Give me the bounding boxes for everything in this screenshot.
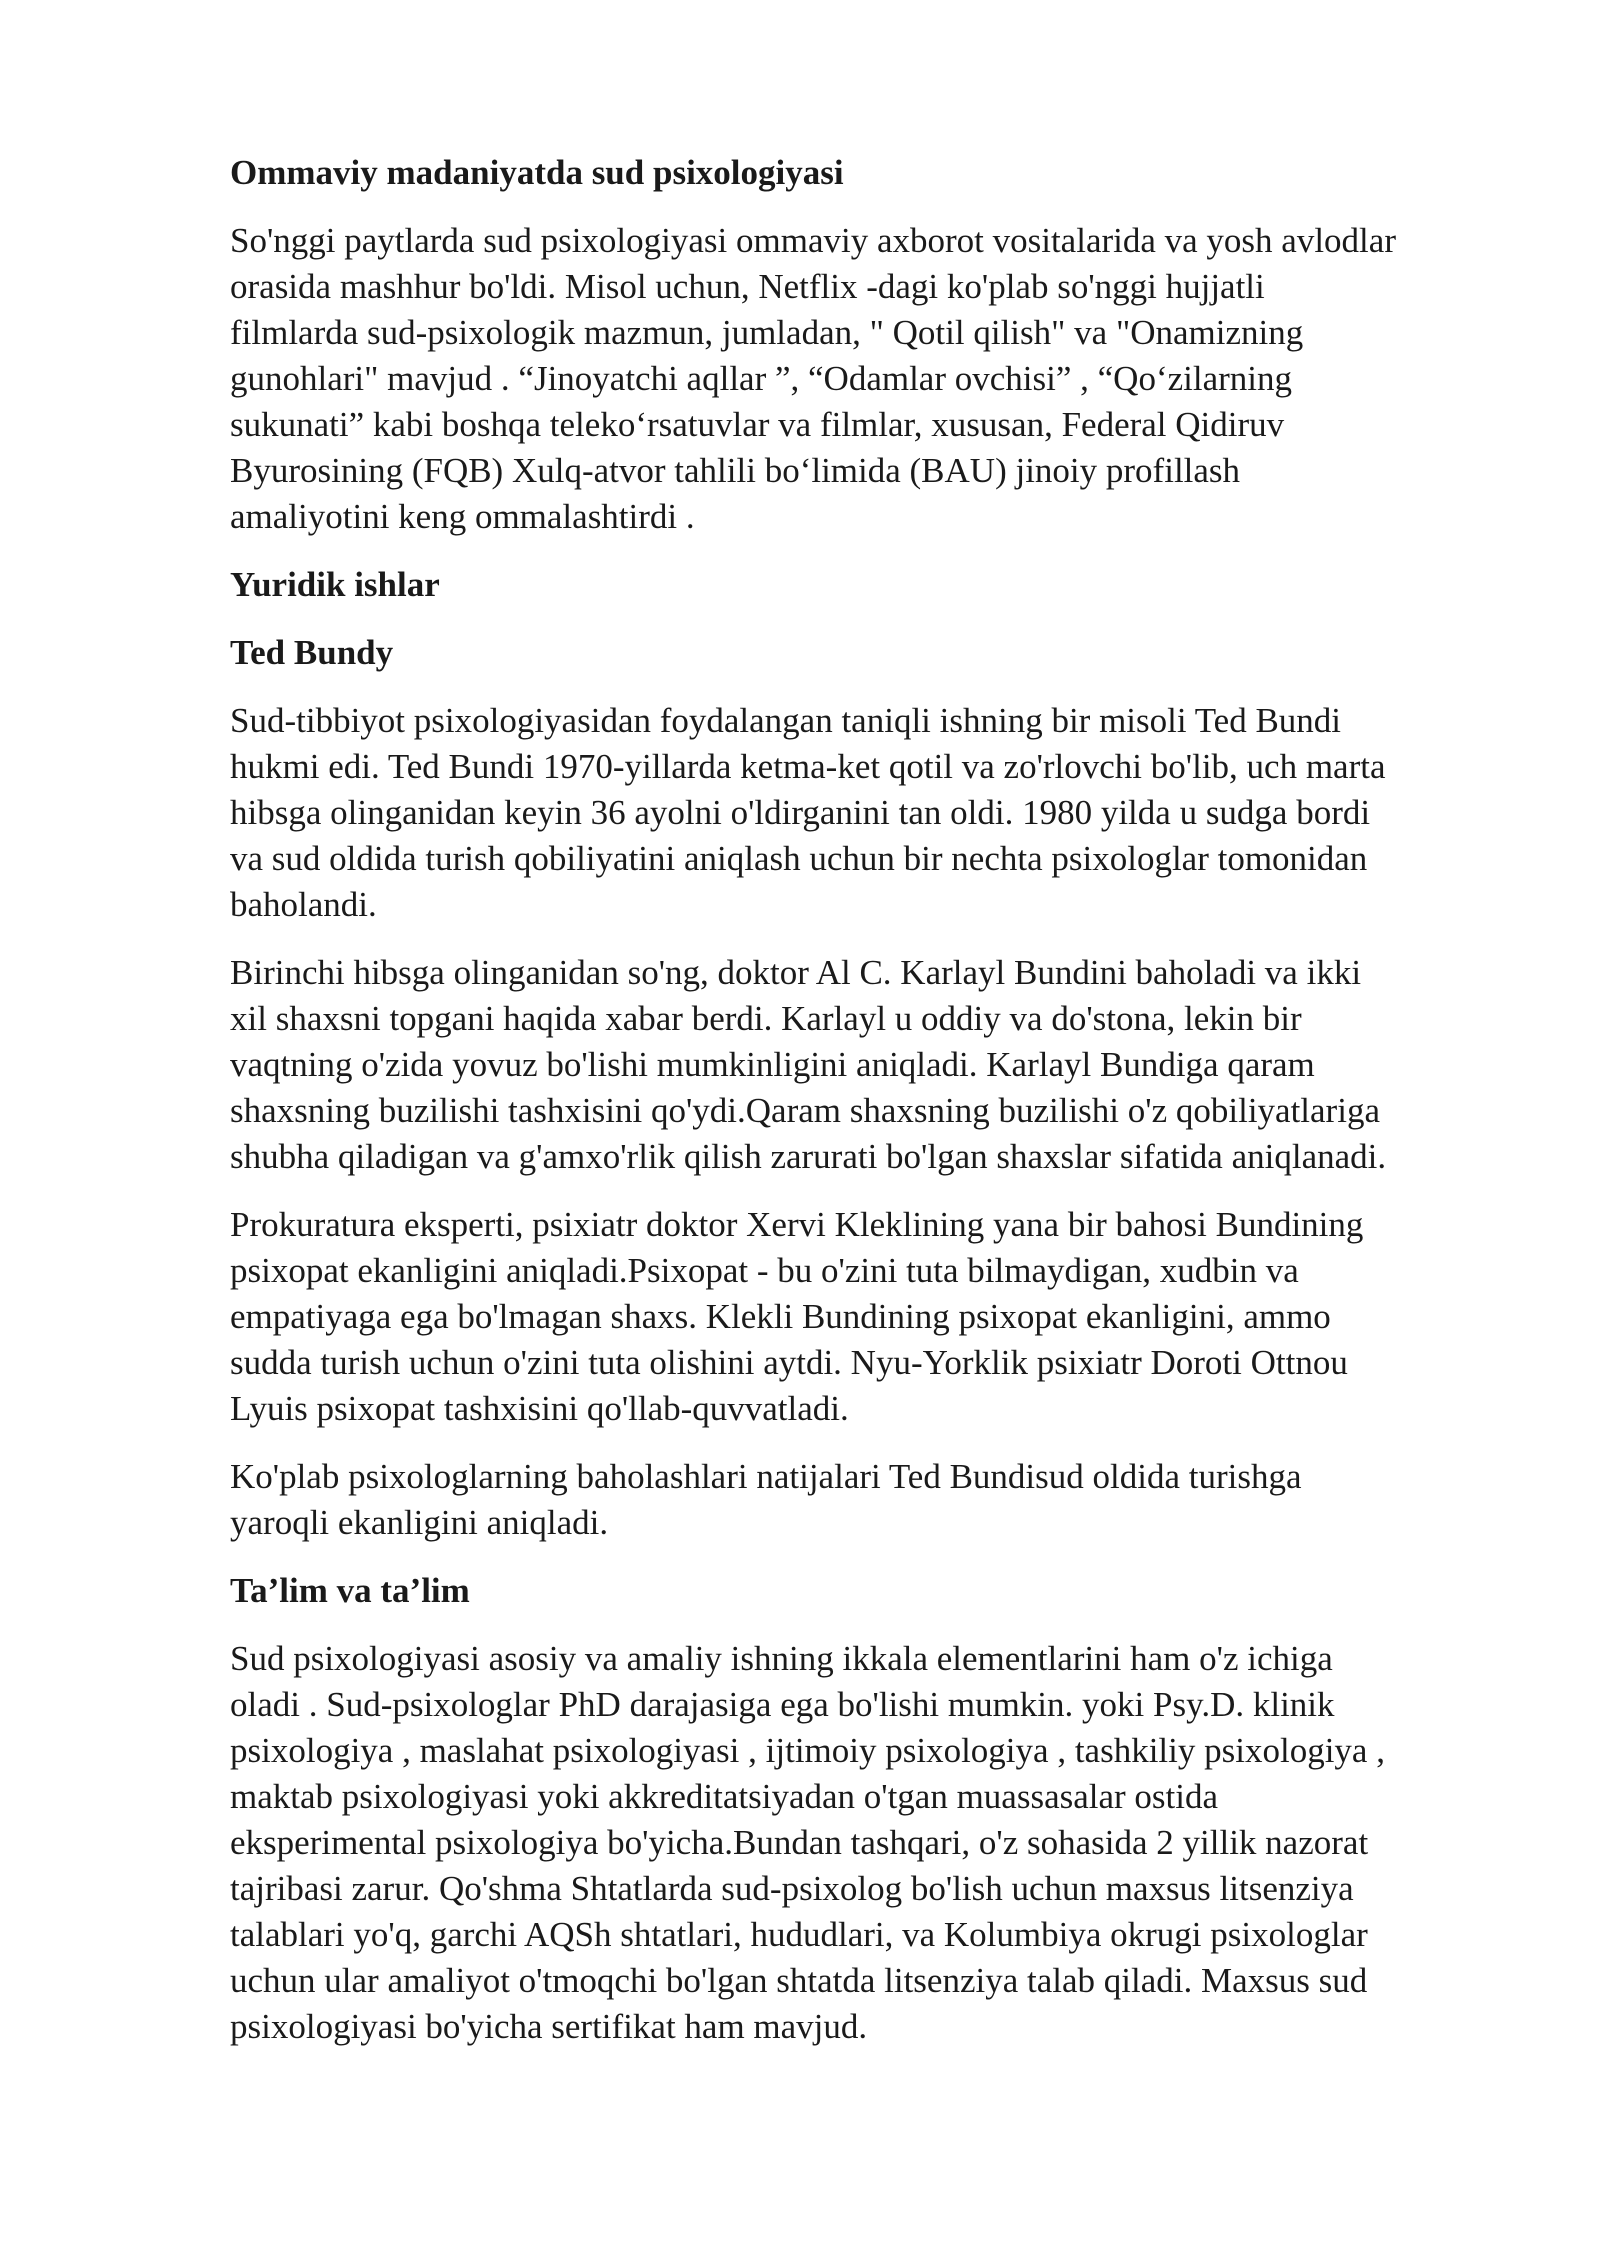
heading-text: Ommaviy madaniyatda sud psixologiyasi: [230, 153, 844, 192]
bundy-paragraph-2: [230, 950, 1500, 1180]
paragraph-line: psixopat ekanligini aniqladi.Psixopat - bu o'zini tuta bilmaydigan, xudbin va: [230, 1251, 1299, 1290]
paragraph-line: Ko'plab psixologlarning baholashlari natijalari Ted Bundisud oldida turishga: [230, 1457, 1302, 1496]
paragraph-line: xil shaxsni topgani haqida xabar berdi. Karlayl u oddiy va do'stona, lekin bir: [230, 999, 1302, 1038]
paragraph-line: shaxsning buzilishi tashxisini qo'ydi.Qaram shaxsning buzilishi o'z qobiliyatlariga: [230, 1091, 1380, 1130]
paragraph-line: So'nggi paytlarda sud psixologiyasi ommaviy axborot vositalarida va yosh avlodlar: [230, 221, 1396, 260]
intro-paragraph: [230, 218, 1500, 540]
legal-cases-heading: [230, 562, 1500, 608]
paragraph-line: empatiyaga ega bo'lmagan shaxs. Klekli Bundining psixopat ekanligini, ammo: [230, 1297, 1331, 1336]
paragraph-line: gunohlari" mavjud . “Jinoyatchi aqllar ”, “Odamlar ovchisi” , “Qo‘zilarning: [230, 359, 1292, 398]
document-page: [230, 150, 1500, 2072]
paragraph-line: Sud psixologiyasi asosiy va amaliy ishning ikkala elementlarini ham o'z ichiga: [230, 1639, 1333, 1678]
paragraph-line: tajribasi zarur. Qo'shma Shtatlarda sud-psixolog bo'lish uchun maxsus litsenziya: [230, 1869, 1354, 1908]
paragraph-line: sudda turish uchun o'zini tuta olishini aytdi. Nyu-Yorklik psixiatr Doroti Ottnou: [230, 1343, 1348, 1382]
heading-text: Yuridik ishlar: [230, 565, 440, 604]
paragraph-line: maktab psixologiyasi yoki akkreditatsiyadan o'tgan muassasalar ostida: [230, 1777, 1219, 1816]
paragraph-line: filmlarda sud-psixologik mazmun, jumladan, " Qotil qilish" va "Onamizning: [230, 313, 1304, 352]
paragraph-line: yaroqli ekanligini aniqladi.: [230, 1503, 609, 1542]
heading-text: Ted Bundy: [230, 633, 394, 672]
paragraph-line: psixologiyasi bo'yicha sertifikat ham mavjud.: [230, 2007, 868, 2046]
paragraph-line: eksperimental psixologiya bo'yicha.Bundan tashqari, o'z sohasida 2 yillik nazorat: [230, 1823, 1369, 1862]
paragraph-line: va sud oldida turish qobiliyatini aniqlash uchun bir nechta psixologlar tomonidan: [230, 839, 1368, 878]
paragraph-line: shubha qiladigan va g'amxo'rlik qilish zarurati bo'lgan shaxslar sifatida aniqlanadi.: [230, 1137, 1387, 1176]
paragraph-line: oladi . Sud-psixologlar PhD darajasiga ega bo'lishi mumkin. yoki Psy.D. klinik: [230, 1685, 1335, 1724]
bundy-paragraph-1: [230, 698, 1500, 928]
paragraph-line: uchun ular amaliyot o'tmoqchi bo'lgan shtatda litsenziya talab qiladi. Maxsus sud: [230, 1961, 1368, 2000]
paragraph-line: orasida mashhur bo'ldi. Misol uchun, Netflix -dagi ko'plab so'nggi hujjatli: [230, 267, 1265, 306]
paragraph-line: Lyuis psixopat tashxisini qo'llab-quvvatladi.: [230, 1389, 849, 1428]
paragraph-line: Prokuratura eksperti, psixiatr doktor Xervi Kleklining yana bir bahosi Bundining: [230, 1205, 1364, 1244]
paragraph-line: sukunati” kabi boshqa teleko‘rsatuvlar va filmlar, xususan, Federal Qidiruv: [230, 405, 1285, 444]
paragraph-line: Birinchi hibsga olinganidan so'ng, doktor Al C. Karlayl Bundini baholadi va ikki: [230, 953, 1362, 992]
paragraph-line: vaqtning o'zida yovuz bo'lishi mumkinligini aniqladi. Karlayl Bundiga qaram: [230, 1045, 1315, 1084]
paragraph-line: baholandi.: [230, 885, 377, 924]
education-heading: [230, 1568, 1500, 1614]
paragraph-line: psixologiya , maslahat psixologiyasi , ijtimoiy psixologiya , tashkiliy psixologiya ,: [230, 1731, 1385, 1770]
paragraph-line: hibsga olinganidan keyin 36 ayolni o'ldirganini tan oldi. 1980 yilda u sudga bordi: [230, 793, 1371, 832]
bundy-paragraph-4: [230, 1454, 1500, 1546]
bundy-paragraph-3: [230, 1202, 1500, 1432]
paragraph-line: Sud-tibbiyot psixologiyasidan foydalangan taniqli ishning bir misoli Ted Bundi: [230, 701, 1342, 740]
paragraph-line: Byurosining (FQB) Xulq-atvor tahlili bo‘limida (BAU) jinoiy profillash: [230, 451, 1241, 490]
paragraph-line: hukmi edi. Ted Bundi 1970-yillarda ketma-ket qotil va zo'rlovchi bo'lib, uch marta: [230, 747, 1386, 786]
heading-text: Ta’lim va ta’lim: [230, 1571, 470, 1610]
paragraph-line: talablari yo'q, garchi AQSh shtatlari, hududlari, va Kolumbiya okrugi psixologlar: [230, 1915, 1368, 1954]
title-heading: [230, 150, 1500, 196]
education-paragraph: [230, 1636, 1500, 2050]
ted-bundy-heading: [230, 630, 1500, 676]
paragraph-line: amaliyotini keng ommalashtirdi .: [230, 497, 695, 536]
